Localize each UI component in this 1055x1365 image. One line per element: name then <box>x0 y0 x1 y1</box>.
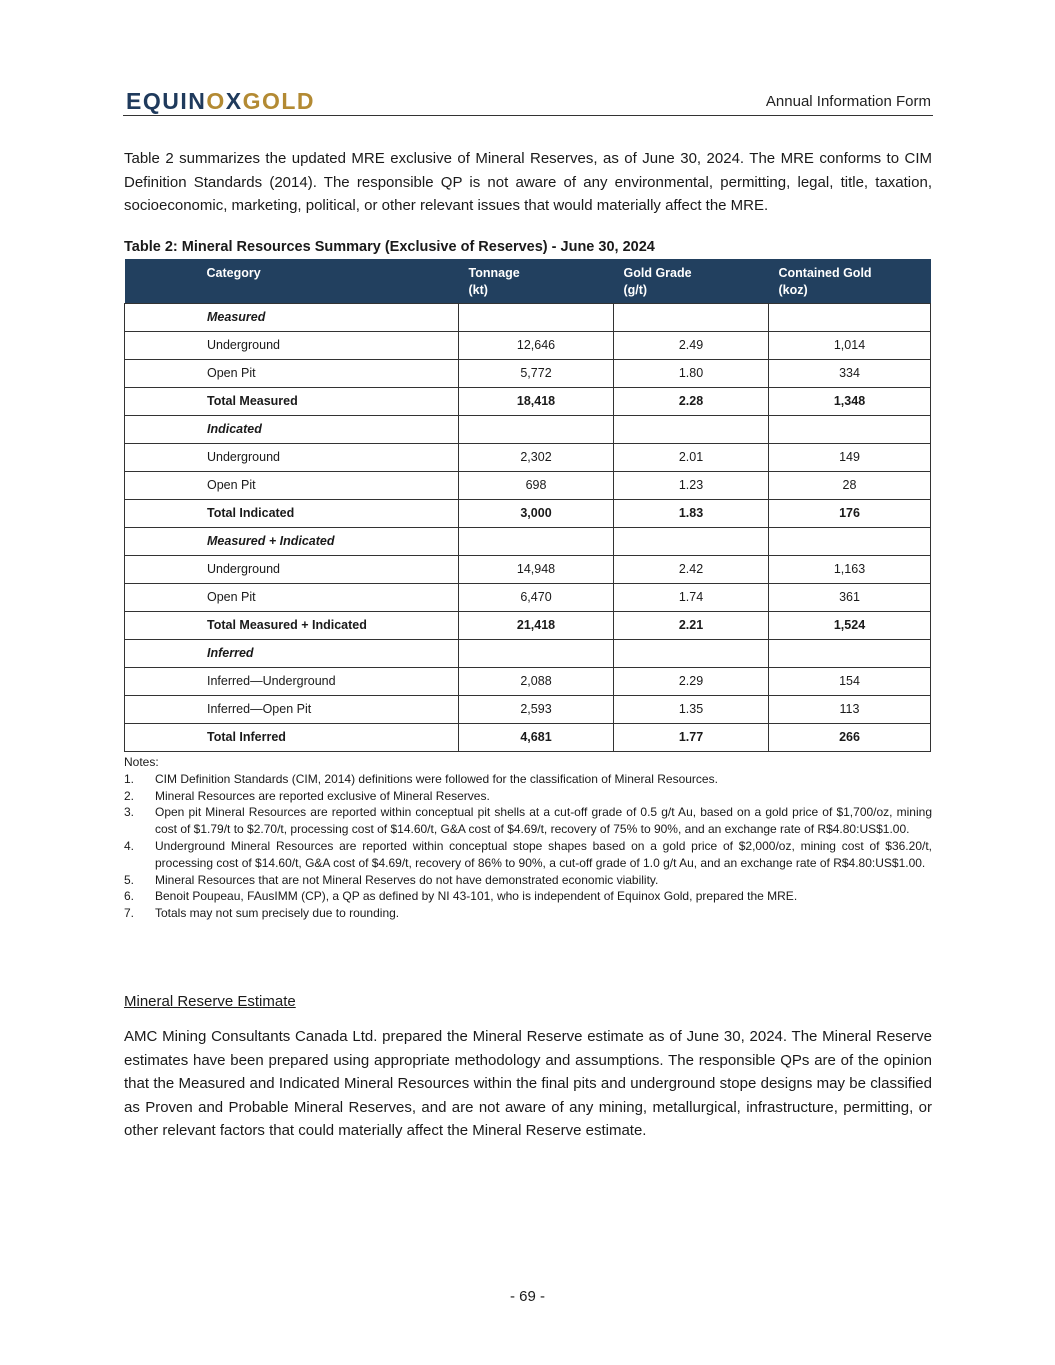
note-number: 2. <box>124 788 135 803</box>
note-number: 6. <box>124 889 135 904</box>
header-contained-gold: Contained Gold (koz) <box>769 259 931 304</box>
grade-cell <box>614 528 769 556</box>
note-number: 7. <box>124 906 135 921</box>
row-category-cell: Inferred—Underground <box>125 668 459 696</box>
table-row <box>125 472 931 500</box>
tonnage-cell: 2,088 <box>459 668 614 696</box>
grade-cell: 1.74 <box>614 584 769 612</box>
grade-cell: 2.01 <box>614 444 769 472</box>
note-number: 5. <box>124 872 135 887</box>
contained-gold-cell <box>769 304 931 332</box>
note-text: Open pit Mineral Resources are reported within conceptual pit shells at a cut-off grade of 0.5 g/t Au, based on a gold price of $1,700/oz, mining cost of $1.79/t to $2.70/t, processing cost of $14.60/t, G&A cost of $4.69/t, recovery of 75% to 90%, and an exchange rate of R$4.80:US$1.00. <box>155 805 932 837</box>
table-row <box>125 304 931 332</box>
contained-gold-cell: 154 <box>769 668 931 696</box>
table-row <box>125 640 931 668</box>
header-gold-grade: Gold Grade (g/t) <box>614 259 769 304</box>
row-category-cell: Total Measured + Indicated <box>125 612 459 640</box>
table-row <box>125 724 931 752</box>
section-heading: Mineral Reserve Estimate <box>124 993 296 1010</box>
contained-gold-cell: 1,014 <box>769 332 931 360</box>
row-category-cell: Indicated <box>125 416 459 444</box>
grade-cell: 1.80 <box>614 360 769 388</box>
table-row <box>125 696 931 724</box>
note-number: 3. <box>124 805 135 820</box>
tonnage-cell: 18,418 <box>459 388 614 416</box>
contained-gold-cell: 1,348 <box>769 388 931 416</box>
grade-cell: 1.83 <box>614 500 769 528</box>
notes-list <box>124 771 932 922</box>
grade-cell <box>614 640 769 668</box>
table-row <box>125 668 931 696</box>
tonnage-cell: 2,302 <box>459 444 614 472</box>
row-category-cell: Open Pit <box>125 472 459 500</box>
tonnage-cell: 698 <box>459 472 614 500</box>
row-category-cell: Measured <box>125 304 459 332</box>
table-row <box>125 388 931 416</box>
table-notes <box>124 754 932 922</box>
row-category-cell: Inferred <box>125 640 459 668</box>
tonnage-cell: 21,418 <box>459 612 614 640</box>
note-text: Totals may not sum precisely due to rounding. <box>155 906 400 921</box>
contained-gold-cell: 149 <box>769 444 931 472</box>
row-category-cell: Total Indicated <box>125 500 459 528</box>
table-row <box>125 416 931 444</box>
tonnage-cell <box>459 304 614 332</box>
tonnage-cell <box>459 528 614 556</box>
grade-cell <box>614 304 769 332</box>
page-number: - 69 - <box>509 1288 545 1305</box>
grade-cell: 2.49 <box>614 332 769 360</box>
note-item <box>124 788 932 805</box>
document-title: Annual Information Form <box>765 93 931 110</box>
table-body <box>125 304 931 752</box>
grade-cell: 1.77 <box>614 724 769 752</box>
tonnage-cell <box>459 416 614 444</box>
tonnage-cell: 12,646 <box>459 332 614 360</box>
page-header <box>123 88 933 116</box>
contained-gold-cell: 334 <box>769 360 931 388</box>
table-row <box>125 556 931 584</box>
table-row <box>125 612 931 640</box>
note-number: 1. <box>124 771 135 786</box>
table-row <box>125 444 931 472</box>
mineral-resources-table <box>124 259 931 752</box>
reserve-paragraph: AMC Mining Consultants Canada Ltd. prepared the Mineral Reserve estimate as of June 30, 2024. The Mineral Reserve estimates have been prepared using appropriate methodology and assumptions. The responsible QPs are of the opinion that the Measured and Indicated Mineral Resources within the final pits and underground stope designs may be classified as Proven and Probable Mineral Reserves, and are not aware of any mining, metallurgical, infrastructure, permitting, or other relevant factors that could materially affect the Mineral Reserve estimate. <box>124 1028 932 1139</box>
table-row <box>125 528 931 556</box>
header-category: Category <box>125 259 459 304</box>
contained-gold-cell <box>769 528 931 556</box>
table-title: Table 2: Mineral Resources Summary (Exclusive of Reserves) - June 30, 2024 <box>124 239 655 255</box>
intro-paragraph: Table 2 summarizes the updated MRE exclusive of Mineral Reserves, as of June 30, 2024. The MRE conforms to CIM Definition Standards (2014). The responsible QP is not aware of any environmental, permitting, legal, title, taxation, socioeconomic, marketing, political, or other relevant issues that would materially affect the MRE. <box>124 150 932 214</box>
row-category-cell: Underground <box>125 332 459 360</box>
note-text: Mineral Resources are reported exclusive of Mineral Reserves. <box>155 788 490 803</box>
header-tonnage: Tonnage (kt) <box>459 259 614 304</box>
company-logo: EQUINOXGOLD <box>126 88 316 114</box>
note-number: 4. <box>124 838 135 853</box>
note-item <box>124 888 932 905</box>
note-item <box>124 905 932 922</box>
contained-gold-cell: 361 <box>769 584 931 612</box>
contained-gold-cell: 176 <box>769 500 931 528</box>
row-category-cell: Measured + Indicated <box>125 528 459 556</box>
tonnage-cell: 2,593 <box>459 696 614 724</box>
row-category-cell: Open Pit <box>125 360 459 388</box>
note-text: Mineral Resources that are not Mineral Reserves do not have demonstrated economic viability. <box>155 872 659 887</box>
grade-cell: 2.29 <box>614 668 769 696</box>
grade-cell: 2.21 <box>614 612 769 640</box>
note-item <box>124 771 932 788</box>
note-item <box>124 804 932 838</box>
grade-cell <box>614 416 769 444</box>
table-row <box>125 584 931 612</box>
tonnage-cell: 14,948 <box>459 556 614 584</box>
contained-gold-cell: 266 <box>769 724 931 752</box>
note-item <box>124 838 932 872</box>
grade-cell: 2.42 <box>614 556 769 584</box>
contained-gold-cell: 1,524 <box>769 612 931 640</box>
row-category-cell: Open Pit <box>125 584 459 612</box>
table-row <box>125 500 931 528</box>
contained-gold-cell <box>769 640 931 668</box>
grade-cell: 1.35 <box>614 696 769 724</box>
note-text: Benoit Poupeau, FAusIMM (CP), a QP as defined by NI 43-101, who is independent of Equinox Gold, prepared the MRE. <box>155 889 798 904</box>
grade-cell: 1.23 <box>614 472 769 500</box>
note-text: Underground Mineral Resources are reported within conceptual stope shapes based on a gold price of $2,000/oz, mining cost of $36.20/t, processing cost of $14.60/t, G&A cost of $4.69/t, recovery of 86% to 90%, a cut-off grade of 1.0 g/t Au, and an exchange rate of R$4.80:US$1.00. <box>155 838 932 870</box>
contained-gold-cell <box>769 416 931 444</box>
grade-cell: 2.28 <box>614 388 769 416</box>
contained-gold-cell: 28 <box>769 472 931 500</box>
table-row <box>125 360 931 388</box>
tonnage-cell <box>459 640 614 668</box>
contained-gold-cell: 113 <box>769 696 931 724</box>
row-category-cell: Underground <box>125 556 459 584</box>
table-row <box>125 332 931 360</box>
tonnage-cell: 6,470 <box>459 584 614 612</box>
row-category-cell: Underground <box>125 444 459 472</box>
notes-heading: Notes: <box>124 755 159 769</box>
tonnage-cell: 5,772 <box>459 360 614 388</box>
note-text: CIM Definition Standards (CIM, 2014) definitions were followed for the classification of Mineral Resources. <box>155 771 718 786</box>
note-item <box>124 872 932 889</box>
table-header-row <box>125 259 931 304</box>
contained-gold-cell: 1,163 <box>769 556 931 584</box>
row-category-cell: Inferred—Open Pit <box>125 696 459 724</box>
row-category-cell: Total Measured <box>125 388 459 416</box>
tonnage-cell: 3,000 <box>459 500 614 528</box>
row-category-cell: Total Inferred <box>125 724 459 752</box>
tonnage-cell: 4,681 <box>459 724 614 752</box>
